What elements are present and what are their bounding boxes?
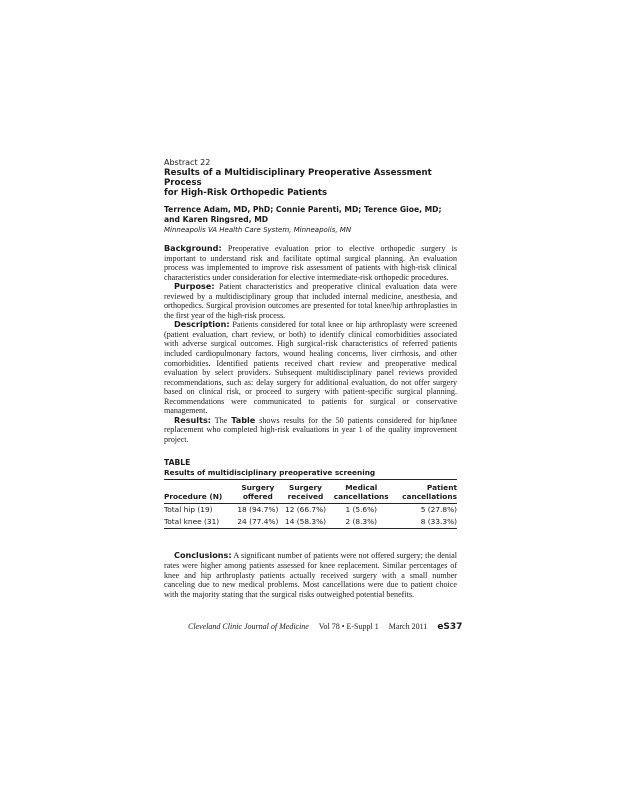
table-row [164,504,457,517]
purpose-heading: Purpose: [174,281,215,292]
cell-patient: 8 (33.3%) [420,517,457,527]
purpose-text: Patient characteristics and preoperative clinical evaluation data were reviewed by a multidisciplinary group that included internal medicine, anesthesia, and orthopedics. Surgical provision outcomes are presented for total knee/hip arthroplasties in the first year of the high-risk process. [164,282,457,320]
header-patient-cancellations: Patient cancellations [402,483,457,502]
background-heading: Background: [164,243,222,253]
header-procedure: Procedure (N) [164,492,223,502]
spacer [164,529,457,551]
abstract-title [164,168,457,198]
authors-line2: and Karen Ringsred, MD [164,215,269,224]
conclusions-heading: Conclusions: [174,550,232,561]
page-number: eS37 [437,622,463,632]
table-row [164,516,457,529]
table-title: Results of multidisciplinary preoperative screening [164,468,376,478]
description-paragraph [164,320,457,415]
background-text: Preoperative evaluation prior to elective orthopedic surgery is important to understand risk and facilitate optimal surgical planning. An evaluation process was implemented to improve risk assessment of patients with high-risk clinical characteristics under consideration for elective intermediate-risk orthopedic procedures. [164,244,457,282]
results-table-reference: Table [231,414,256,425]
background-paragraph [164,244,457,282]
authors-line1: Terrence Adam, MD, PhD; Connie Parenti, MD; Terence Gioe, MD; [164,205,442,214]
abstract-title-line2: for High-Risk Orthopedic Patients [164,188,328,198]
results-table [164,479,457,529]
cell-medical: 2 (8.3%) [345,517,378,527]
abstract-number: Abstract 22 [164,158,211,167]
authors [164,205,457,225]
cell-procedure: Total knee (31) [164,517,220,527]
cell-offered: 18 (94.7%) [237,505,279,515]
results-paragraph [164,416,457,445]
journal-name: Cleveland Clinic Journal of Medicine [188,622,309,631]
description-text: Patients considered for total knee or hip arthroplasty were screened (patient evaluation, chart review, or both) to identify clinical comorbidities associated with adverse surgical outcomes. High surgical-risk characteristics of referred patients included cardiopulmonary factors, wound healing concerns, liver cirrhosis, and other comorbidities. Identified patients received chart review and preoperative medical evaluation by select providers. Subsequent multidisciplinary panel reviews provided recommendations, such as: delay surgery for additional evaluation, do not offer surgery based on clinical risk, or proceed to surgery with patient-specific surgical planning. Recommendations were communicated to patients for surgical or conservative management. [164,320,457,416]
results-text: shows results for the 50 patients considered for hip/knee replacement who completed high-risk evaluations in year 1 of the quality improvement project. [164,415,457,444]
purpose-paragraph [164,282,457,320]
cell-received: 12 (66.7%) [285,505,326,515]
cell-received: 14 (58.3%) [285,517,326,527]
cell-medical: 1 (5.6%) [345,505,378,515]
results-heading: Results: [174,414,211,425]
table-label: TABLE [164,458,191,468]
abstract-title-line1: Results of a Multidisciplinary Preoperative Assessment Process [164,168,432,188]
affiliation: Minneapolis VA Health Care System, Minneapolis, MN [164,226,352,234]
header-medical-cancellations: Medical cancellations [333,483,389,502]
conclusions-paragraph [164,551,457,599]
header-surgery-offered: Surgery offered [241,483,275,502]
cell-patient: 5 (27.8%) [420,505,457,515]
cell-offered: 24 (77.4%) [237,517,279,527]
volume-info: Vol 78 • E-Suppl 1 [318,622,379,631]
header-surgery-received: Surgery received [287,483,324,502]
conclusions-text: A significant number of patients were not offered surgery; the denial rates were higher among patients assessed for knee replacement. Similar percentages of knee and hip arthroplasty patients actually received surgery with a small number canceling due to new medical problems. Most cancellations were due to patient choice with the majority stating that the surgical risks outweighed potential benefits. [164,551,457,599]
page-footer [188,622,463,632]
abstract-column [164,158,457,599]
results-pre: The [211,415,232,425]
description-heading: Description: [174,319,230,330]
cell-procedure: Total hip (19) [164,505,213,515]
issue-date: March 2011 [388,622,428,631]
table-header-row [164,480,457,504]
